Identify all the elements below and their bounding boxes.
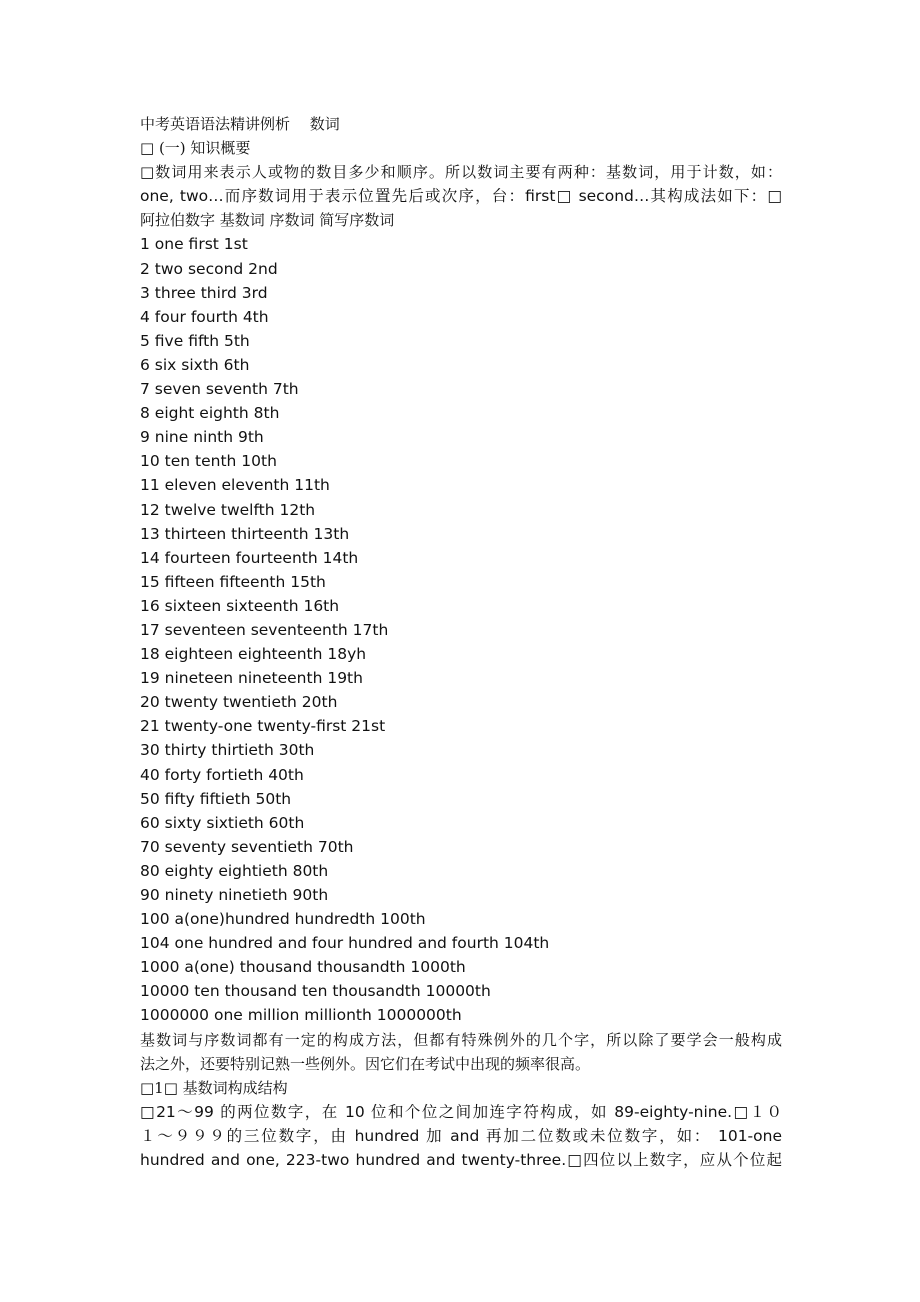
table-row: 10000 ten thousand ten thousandth 10000th bbox=[140, 982, 491, 1001]
table-row: 1000000 one million millionth 1000000th bbox=[140, 1006, 462, 1025]
numeral-table bbox=[140, 232, 782, 1027]
table-header: 阿拉伯数字 基数词 序数词 简写序数词 bbox=[140, 211, 395, 230]
table-row: 1000 a(one) thousand thousandth 1000th bbox=[140, 958, 466, 977]
table-row: 7 seven seventh 7th bbox=[140, 380, 299, 399]
table-row: 90 ninety ninetieth 90th bbox=[140, 886, 329, 904]
table-row: 10 ten tenth 10th bbox=[140, 452, 277, 471]
table-row: 14 fourteen fourteenth 14th bbox=[140, 548, 359, 567]
table-row: 30 thirty thirtieth 30th bbox=[140, 741, 315, 760]
intro-paragraph bbox=[140, 160, 782, 232]
section-heading: □ (一) 知识概要 bbox=[140, 139, 251, 158]
rule-paragraph bbox=[140, 1100, 782, 1172]
sub-heading: □1□ 基数词构成结构 bbox=[140, 1078, 288, 1097]
table-row: 5 five fifth 5th bbox=[140, 331, 250, 350]
table-row: 9 nine ninth 9th bbox=[140, 428, 264, 447]
document-page bbox=[140, 112, 782, 1172]
rule-line: hundred and one, 223-two hundred and twenty-three.□四位以上数字，应从个位起 bbox=[140, 1151, 782, 1170]
table-row: 21 twenty-one twenty-first 21st bbox=[140, 717, 386, 736]
rule-line: □21～99 的两位数字，在 10 位和个位之间加连字符构成，如 89-eighty-nine.□１０ bbox=[140, 1102, 782, 1121]
table-row: 6 six sixth 6th bbox=[140, 355, 250, 374]
table-row: 15 fifteen fifteenth 15th bbox=[140, 572, 326, 591]
table-row: 40 forty fortieth 40th bbox=[140, 765, 304, 784]
rule-line: １～９９９的三位数字，由 hundred 加 and 再加二位数或未位数字，如： 101-one bbox=[140, 1126, 782, 1145]
table-row: 11 eleven eleventh 11th bbox=[140, 476, 330, 495]
note-line: 法之外，还要特别记熟一些例外。因它们在考试中出现的频率很高。 bbox=[140, 1054, 591, 1073]
table-row: 4 four fourth 4th bbox=[140, 307, 269, 326]
table-row: 18 eighteen eighteenth 18yh bbox=[140, 645, 367, 664]
table-row: 3 three third 3rd bbox=[140, 283, 268, 302]
table-row: 60 sixty sixtieth 60th bbox=[140, 813, 305, 832]
table-row: 12 twelve twelfth 12th bbox=[140, 500, 316, 519]
table-row: 50 fifty fiftieth 50th bbox=[140, 789, 292, 808]
table-row: 1 one first 1st bbox=[140, 235, 248, 254]
table-row: 8 eight eighth 8th bbox=[140, 404, 280, 423]
table-row: 16 sixteen sixteenth 16th bbox=[140, 596, 340, 615]
table-row: 104 one hundred and four hundred and fourth 104th bbox=[140, 934, 550, 953]
table-row: 80 eighty eightieth 80th bbox=[140, 861, 329, 880]
table-row: 100 a(one)hundred hundredth 100th bbox=[140, 910, 426, 929]
table-row: 2 two second 2nd bbox=[140, 259, 278, 278]
table-row: 13 thirteen thirteenth 13th bbox=[140, 524, 350, 543]
table-row: 70 seventy seventieth 70th bbox=[140, 837, 354, 856]
intro-line: □数词用来表示人或物的数目多少和顺序。所以数词主要有两种：基数词，用于计数，如： bbox=[140, 163, 782, 182]
doc-title: 中考英语语法精讲例析 数词 bbox=[140, 115, 340, 133]
table-row: 19 nineteen nineteenth 19th bbox=[140, 669, 363, 688]
note-line: 基数词与序数词都有一定的构成方法，但都有特殊例外的几个字，所以除了要学会一般构成 bbox=[140, 1030, 782, 1049]
intro-line: one, two…而序数词用于表示位置先后或次序，台：first□ second…其构成法如下：□ bbox=[140, 187, 782, 206]
table-row: 20 twenty twentieth 20th bbox=[140, 693, 338, 712]
note-paragraph bbox=[140, 1028, 782, 1076]
table-row: 17 seventeen seventeenth 17th bbox=[140, 620, 389, 639]
